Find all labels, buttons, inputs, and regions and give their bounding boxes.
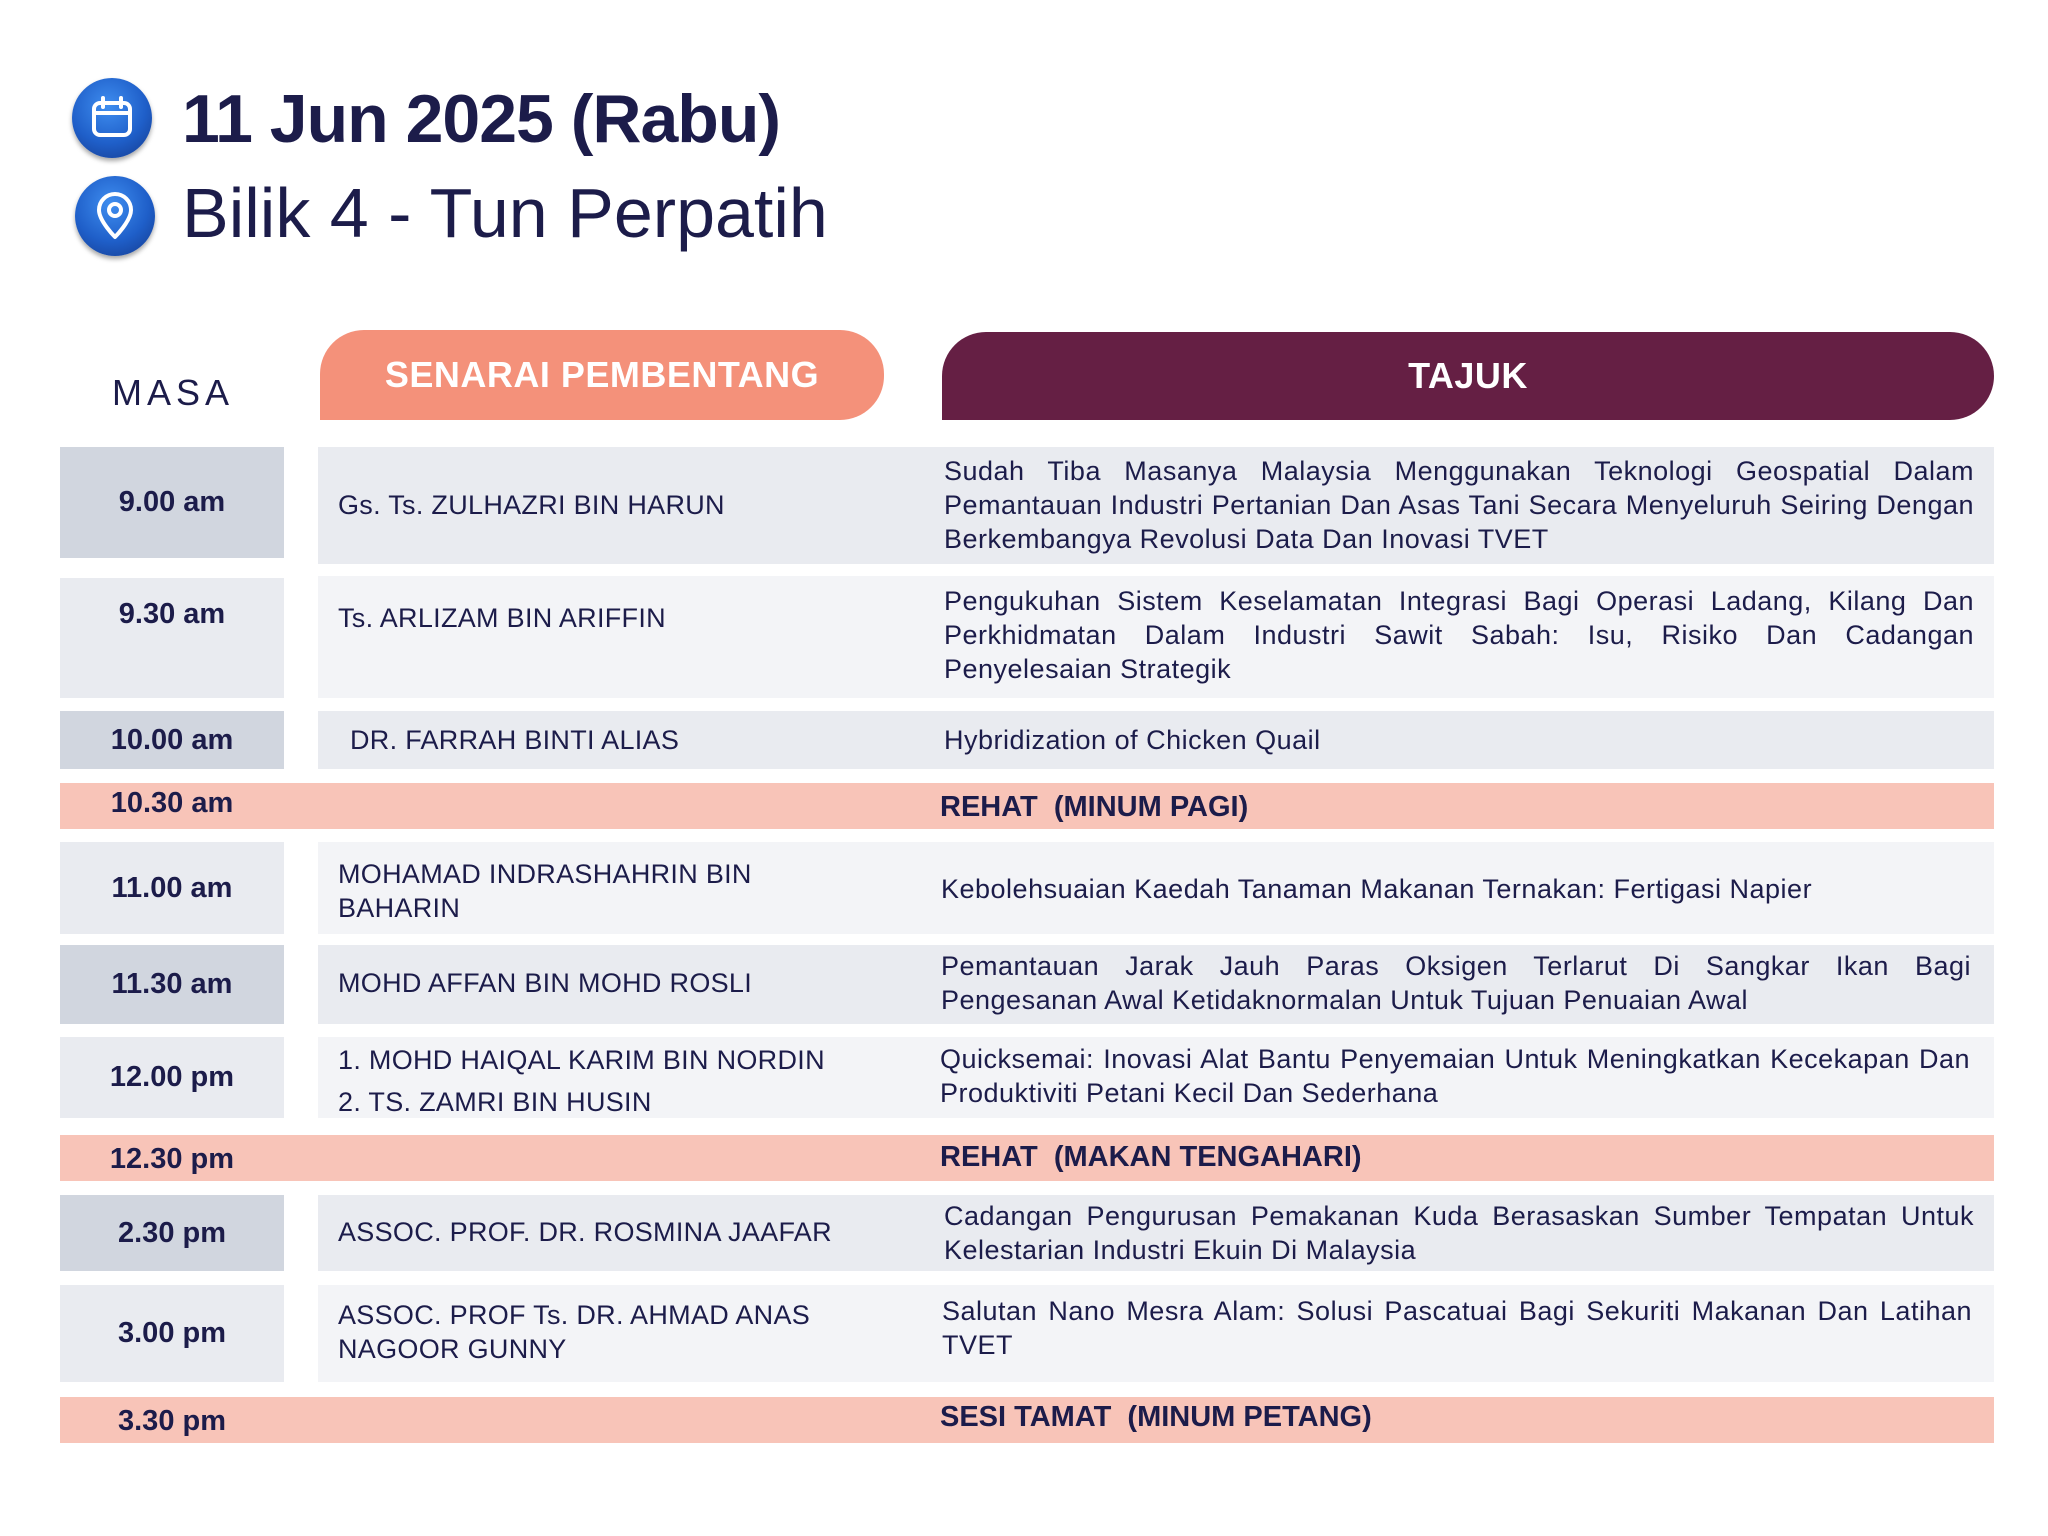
calendar-icon [89, 95, 135, 141]
time-cell: 11.00 am [60, 842, 284, 934]
speaker-name: 2. TS. ZAMRI BIN HUSIN [338, 1087, 652, 1117]
topic-title: Pemantauan Jarak Jauh Paras Oksigen Terlarut Di Sangkar Ikan Bagi Pengesanan Awal Ketidaknormalan Untuk Tujuan Penuaian Awal [941, 951, 1971, 1015]
break-label: SESI TAMAT (MINUM PETANG) [940, 1401, 1372, 1433]
break-row [60, 1397, 1994, 1443]
column-header-topic: TAJUK [942, 332, 1994, 420]
time-cell: 2.30 pm [60, 1195, 284, 1271]
location-pin-icon [93, 191, 137, 241]
speaker-name: Gs. Ts. ZULHAZRI BIN HARUN [338, 490, 725, 520]
event-room: Bilik 4 - Tun Perpatih [182, 174, 828, 252]
speaker-name: Ts. ARLIZAM BIN ARIFFIN [338, 603, 666, 633]
break-row [60, 783, 1994, 829]
break-row [60, 1135, 1994, 1181]
speaker-name: ASSOC. PROF Ts. DR. AHMAD ANAS NAGOOR GUNNY [338, 1300, 811, 1364]
topic-title: Sudah Tiba Masanya Malaysia Menggunakan Teknologi Geospatial Dalam Pemantauan Industri Pertanian Dan Asas Tani Secara Menyeluruh Seiring Dengan Berkembangya Revolusi Data Dan Inovasi TVET [944, 456, 1974, 554]
speaker-name: MOHAMAD INDRASHAHRIN BIN BAHARIN [338, 859, 752, 923]
time-cell: 12.00 pm [60, 1037, 284, 1118]
column-header-speakers: SENARAI PEMBENTANG [320, 330, 884, 420]
event-date: 11 Jun 2025 (Rabu) [182, 81, 781, 157]
speaker-name: DR. FARRAH BINTI ALIAS [350, 725, 680, 755]
calendar-icon-badge [72, 78, 152, 158]
break-time: 3.30 pm [118, 1405, 226, 1437]
speaker-name: 1. MOHD HAIQAL KARIM BIN NORDIN [338, 1045, 825, 1075]
time-cell: 3.00 pm [60, 1285, 284, 1382]
topic-title: Hybridization of Chicken Quail [944, 725, 1321, 755]
topic-title: Salutan Nano Mesra Alam: Solusi Pascatuai Bagi Sekuriti Makanan Dan Latihan TVET [942, 1296, 1972, 1360]
break-time: 10.30 am [110, 787, 234, 819]
break-label: REHAT (MINUM PAGI) [940, 791, 1249, 823]
topic-title: Kebolehsuaian Kaedah Tanaman Makanan Ternakan: Fertigasi Napier [941, 874, 1813, 904]
speaker-name: MOHD AFFAN BIN MOHD ROSLI [338, 968, 753, 998]
speaker-name: ASSOC. PROF. DR. ROSMINA JAAFAR [338, 1217, 832, 1247]
time-cell: 11.30 am [60, 945, 284, 1024]
time-cell: 9.00 am [60, 447, 284, 558]
location-icon-badge [75, 176, 155, 256]
topic-title: Pengukuhan Sistem Keselamatan Integrasi Bagi Operasi Ladang, Kilang Dan Perkhidmatan Dalam Industri Sawit Sabah: Isu, Risiko Dan Cadangan Penyelesaian Strategik [944, 586, 1974, 684]
column-header-time: MASA [111, 372, 235, 413]
time-cell: 9.30 am [60, 578, 284, 698]
speaker-list [338, 1039, 898, 1123]
time-cell: 10.00 am [60, 711, 284, 769]
break-time: 12.30 pm [109, 1143, 235, 1175]
break-label: REHAT (MAKAN TENGAHARI) [940, 1141, 1362, 1173]
topic-title: Cadangan Pengurusan Pemakanan Kuda Berasaskan Sumber Tempatan Untuk Kelestarian Industri Ekuin Di Malaysia [944, 1201, 1974, 1265]
topic-title: Quicksemai: Inovasi Alat Bantu Penyemaian Untuk Meningkatkan Kecekapan Dan Produktiviti Petani Kecil Dan Sederhana [940, 1044, 1970, 1108]
